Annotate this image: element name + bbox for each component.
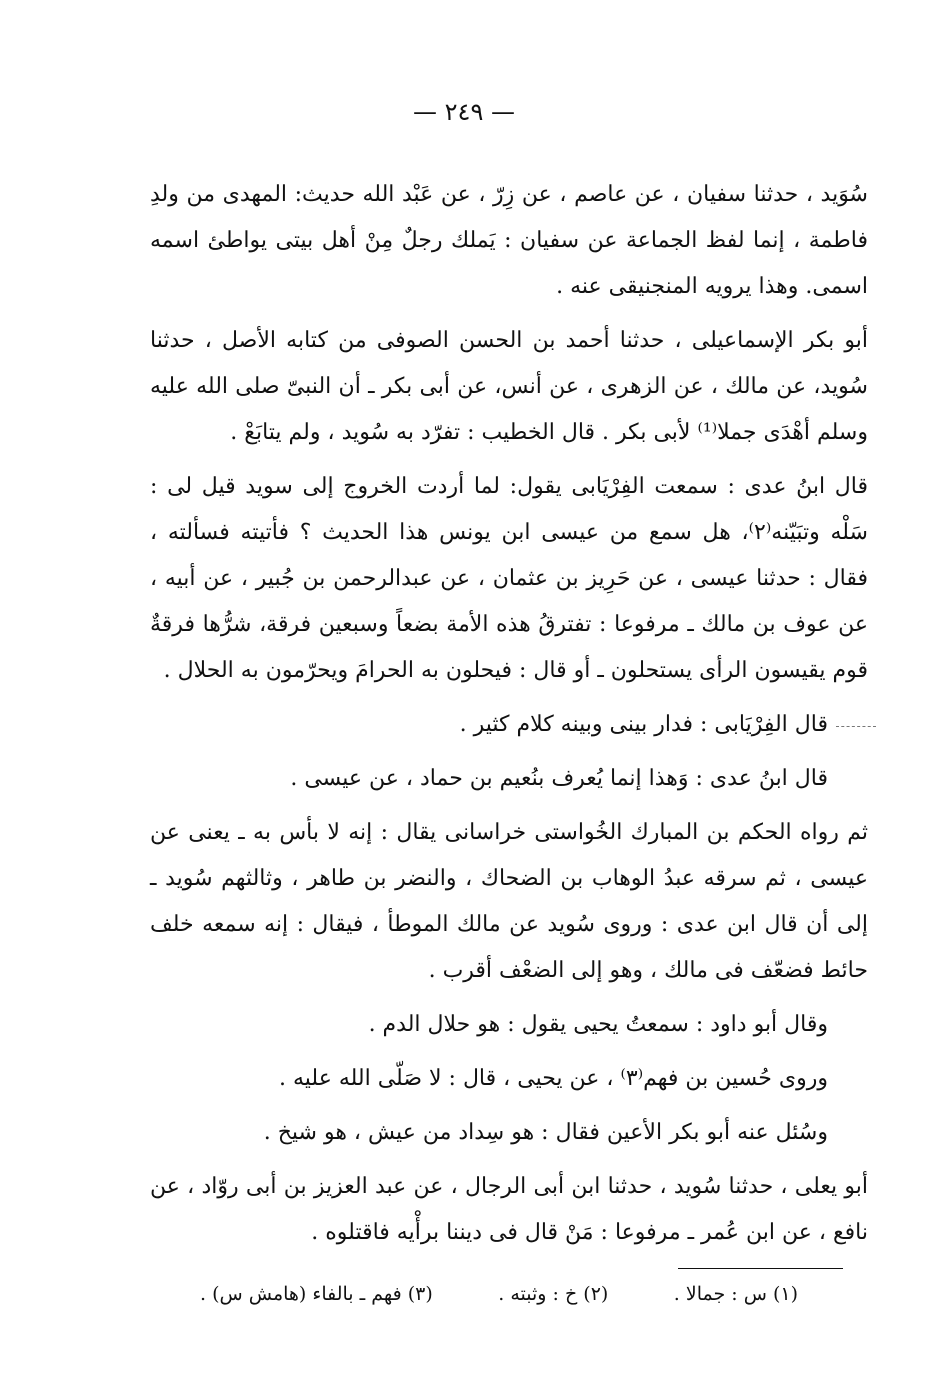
paragraph: قال ابنُ عدى : سمعت الفِرْيَابى يقول: لما أردت الخروج إلى سويد قيل لى : سَلْه وتبَيّنه⁽٢⁾، هل سمع من عيسى ابن يونس هذا الحديث ؟ فأتيته فسألته ، فقال : حدثنا عيسى ، عن حَرِيز بن عثمان ، عن عبدالرحمن بن جُبير ، عن أبيه ، عن عوف بن مالك ـ مرفوعا : تفترقُ هذه الأمة بضعاً وسبعين فرقة، شرُّها فرقةٌ قوم يقيسون الرأى يستحلون ـ أو قال : فيحلون به الحرامَ ويحرّمون به الحلال . <box>150 474 868 683</box>
footnote: (٣) فهم ـ بالفاء (هامش س) . <box>200 1283 433 1305</box>
main-text <box>150 172 868 1264</box>
footnote: (١) س : جمالا . <box>673 1283 798 1305</box>
paragraph: أبو يعلى ، حدثنا سُويد ، حدثنا ابن أبى الرجال ، عن عبد العزيز بن أبى روّاد ، عن نافع ، عن ابن عُمر ـ مرفوعا : مَنْ قال فى ديننا برأْيه فاقتلوه . <box>150 1174 868 1245</box>
paragraph: سُوَيد ، حدثنا سفيان ، عن عاصم ، عن زِرّ ، عن عَبْد الله حديث: المهدى من ولدِ فاطمة ، إنما لفظ الجماعة عن سفيان : يَملك رجلٌ مِنْ أهل بيتى يواطئ اسمه اسمى. وهذا يرويه المنجنيقى عنه . <box>150 182 868 299</box>
paragraph: ثم رواه الحكم بن المبارك الخُواستى خراسانى يقال : إنه لا بأس به ـ يعنى عن عيسى ، ثم سرقه عبدُ الوهاب بن الضحاك ، والنضر بن طاهر ، وثالثهم سُويد ـ إلى أن قال ابن عدى : وروى سُويد عن مالك الموطأ ، فيقال : إنه سمعه خلف حائط فضعّف فى مالك ، وهو إلى الضعْف أقرب . <box>150 820 868 983</box>
paragraph: أبو بكر الإسماعيلى ، حدثنا أحمد بن الحسن الصوفى من كتابه الأصل ، حدثنا سُويد، عن مالك ، عن الزهرى ، عن أنس، عن أبى بكر ـ أن النبىّ صلى الله عليه وسلم أهْدَى جملا⁽¹⁾ لأبى بكر . قال الخطيب : تفرّد به سُويد ، ولم يتابَعْ . <box>150 328 868 445</box>
margin-mark <box>836 726 876 733</box>
page-number: — ٢٤٩ — <box>413 98 515 126</box>
footnote-divider <box>678 1268 843 1269</box>
footnotes <box>200 1283 798 1305</box>
paragraph: وسُئل عنه أبو بكر الأعين فقال : هو سِداد من عيش ، هو شيخ . <box>263 1120 828 1145</box>
paragraph: وروى حُسين بن فهم⁽٣⁾ ، عن يحيى ، قال : لا صَلّى الله عليه . <box>279 1066 828 1091</box>
paragraph: قال الفِرْيَابى : فدار بينى وبينه كلام كثير . <box>459 712 828 737</box>
paragraph: وقال أبو داود : سمعتُ يحيى يقول : هو حلال الدم . <box>368 1012 828 1037</box>
footnote: (٢) خ : وثبته . <box>498 1283 609 1305</box>
paragraph: قال ابنُ عدى : وَهذا إنما يُعرف بنُعيم بن حماد ، عن عيسى . <box>290 766 828 791</box>
